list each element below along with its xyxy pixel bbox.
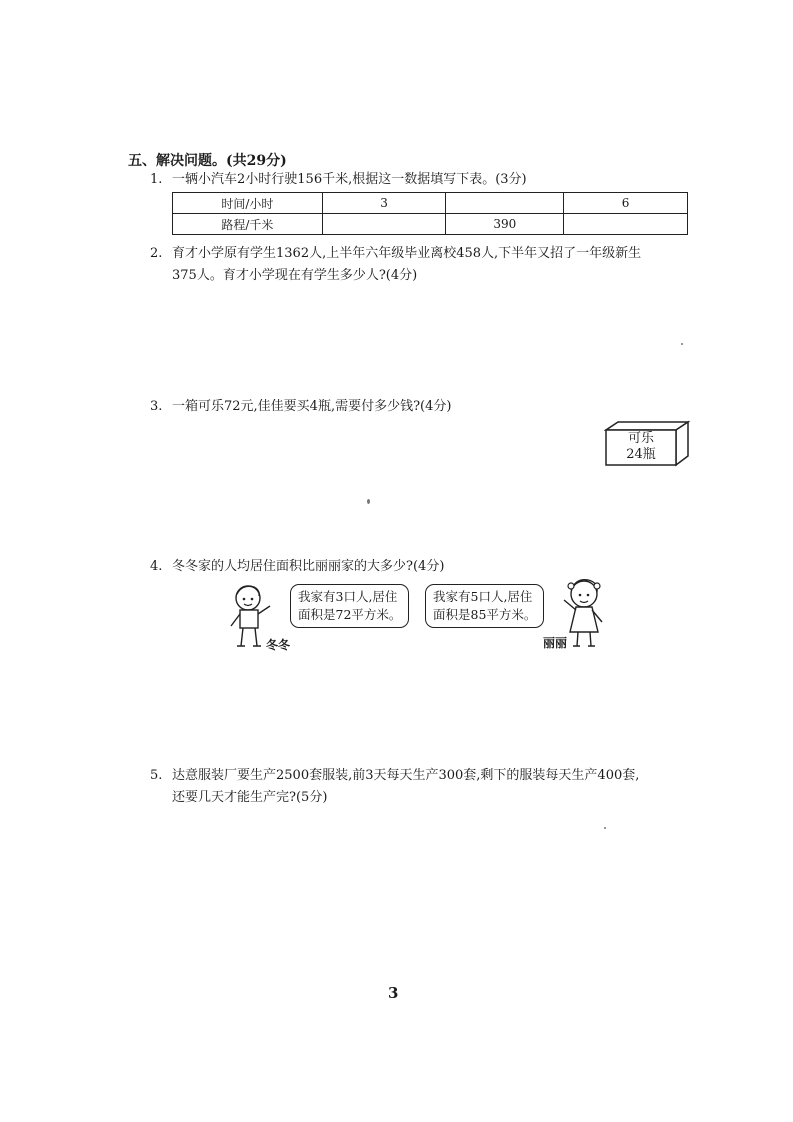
question-3-number: 3.	[150, 399, 163, 414]
table-cell	[322, 214, 446, 235]
table-cell	[446, 193, 564, 214]
scan-speck	[681, 343, 683, 345]
speech-bubble-left: 我家有3口人,居住 面积是72平方米。	[290, 584, 409, 628]
question-3-text: 一箱可乐72元,佳佳要买4瓶,需要付多少钱?(4分)	[172, 399, 452, 414]
question-5-line-2: 还要几天才能生产完?(5分)	[172, 790, 328, 805]
table-cell	[564, 214, 688, 235]
question-5	[150, 765, 639, 809]
distance-table	[172, 192, 688, 235]
question-1-text: 一辆小汽车2小时行驶156千米,根据这一数据填写下表。(3分)	[172, 172, 527, 187]
cola-box-illustration	[604, 420, 694, 472]
table-cell: 路程/千米	[173, 214, 323, 235]
table-row	[173, 193, 688, 214]
speech-bubble-right: 我家有5口人,居住 面积是85平方米。	[425, 584, 544, 628]
question-1	[150, 169, 527, 191]
cola-box-label-line-1: 可乐	[627, 431, 654, 446]
question-4-text: 冬冬家的人均居住面积比丽丽家的大多少?(4分)	[172, 559, 445, 574]
cola-box-label-line-2: 24瓶	[626, 447, 656, 462]
question-2-line-2: 375人。育才小学现在有学生多少人?(4分)	[172, 268, 418, 283]
question-5-number: 5.	[150, 768, 163, 783]
question-4-number: 4.	[150, 559, 163, 574]
question-2-number: 2.	[150, 246, 163, 261]
table-row	[173, 214, 688, 235]
table-cell: 6	[564, 193, 688, 214]
question-1-number: 1.	[150, 172, 163, 187]
scan-speck	[604, 827, 606, 829]
question-2-line-1: 育才小学原有学生1362人,上半年六年级毕业离校458人,下半年又招了一年级新生	[172, 246, 642, 261]
page-number: 3	[388, 984, 399, 1002]
question-3	[150, 396, 451, 418]
section-title: 五、解决问题。(共29分)	[128, 153, 287, 169]
question-4	[150, 556, 444, 578]
table-cell: 3	[322, 193, 446, 214]
name-label-left: 冬冬	[266, 638, 291, 652]
question-2	[150, 243, 641, 287]
question-5-line-1: 达意服装厂要生产2500套服装,前3天每天生产300套,剩下的服装每天生产400套,	[172, 768, 640, 783]
table-cell: 时间/小时	[173, 193, 323, 214]
name-label-right: 丽丽	[543, 636, 568, 650]
table-cell: 390	[446, 214, 564, 235]
scan-speck	[367, 499, 370, 504]
